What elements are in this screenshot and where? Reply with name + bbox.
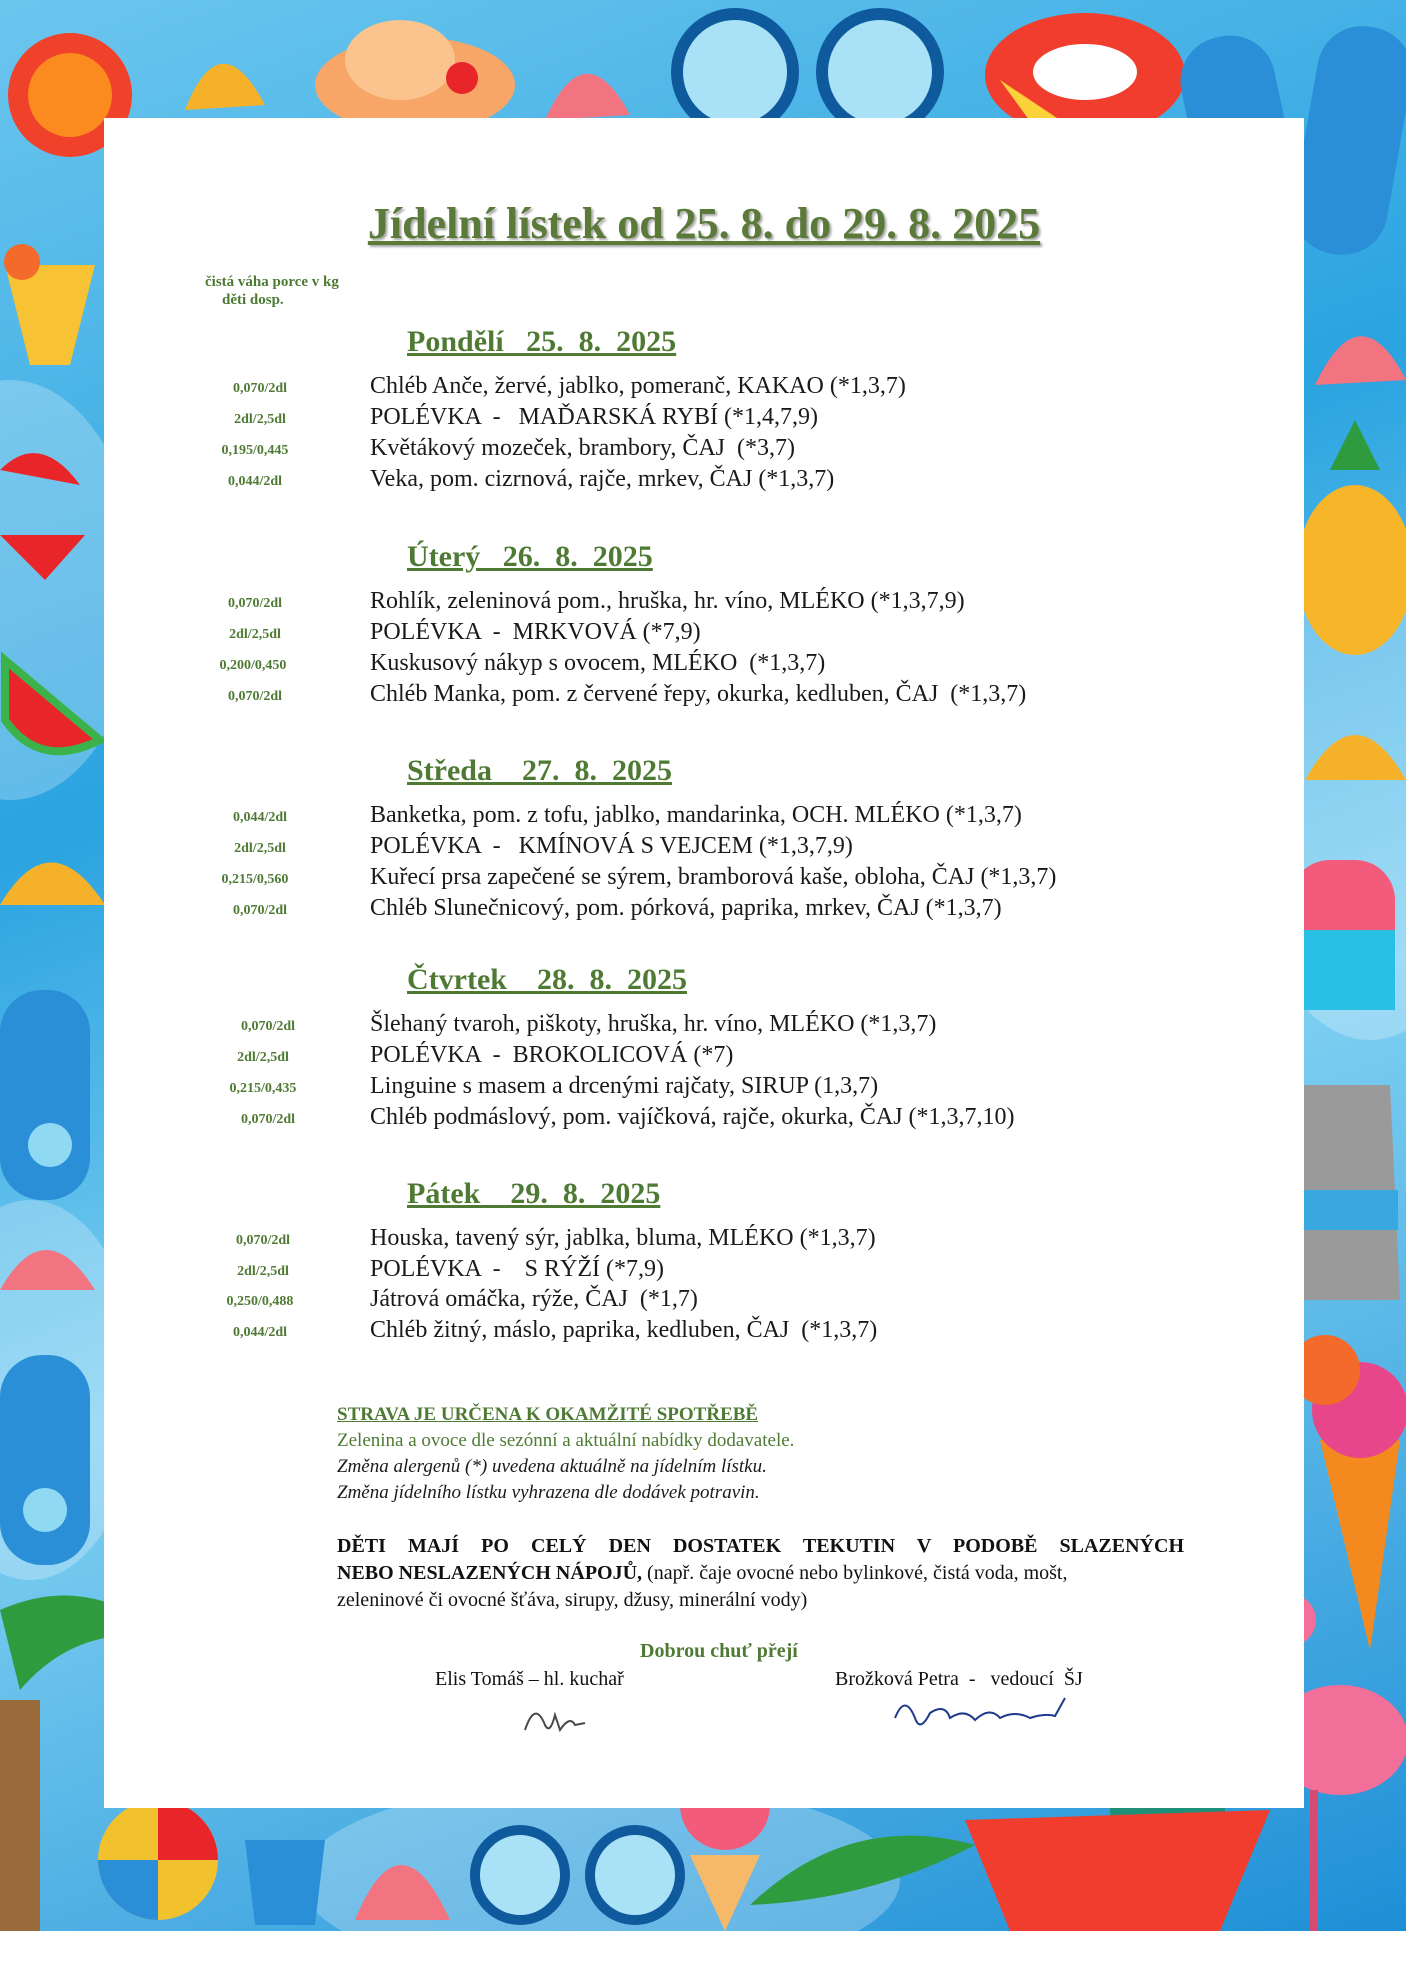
portion-weight: 0,215/0,435 (229, 1081, 297, 1096)
note-consume-immediately: STRAVA JE URČENA K OKAMŽITÉ SPOTŘEBĚ (337, 1404, 759, 1425)
dish-text: Banketka, pom. z tofu, jablko, mandarinka, OCH. MLÉKO (*1,3,7) (370, 802, 1022, 828)
portion-weight: 0,200/0,450 (219, 658, 287, 673)
shell-icon (185, 64, 265, 110)
dish-text: Veka, pom. cizrnová, rajče, mrkev, ČAJ (*1,3,7) (370, 466, 835, 492)
menu-row (0, 373, 1406, 404)
drinks-line-1: DĚTI MAJÍ PO CELÝ DEN DOSTATEK TEKUTIN V PODOBĚ SLAZENÝCH (337, 1535, 1184, 1557)
dish-text: POLÉVKA - MAĎARSKÁ RYBÍ (*1,4,7,9) (370, 404, 819, 430)
note-allergens: Změna alergenů (*) uvedena aktuálně na jídelním lístku. (337, 1456, 767, 1477)
dish-text: Kuřecí prsa zapečené se sýrem, bramborová kaše, obloha, ČAJ (*1,3,7) (370, 864, 1057, 890)
sand-bucket-icon (245, 1840, 325, 1925)
flip-flop-icon (0, 1355, 90, 1565)
menu-row (0, 1073, 1406, 1104)
menu-row (0, 466, 1406, 497)
menu-row (0, 1286, 1406, 1317)
portion-weight: 0,215/0,560 (221, 872, 289, 887)
menu-row (0, 1042, 1406, 1073)
menu-row (0, 435, 1406, 466)
menu-row (0, 1317, 1406, 1348)
palm-leaf-icon (750, 1836, 975, 1905)
portion-weight: 0,044/2dl (232, 810, 288, 825)
portion-weight: 0,070/2dl (240, 1019, 296, 1034)
page-title: Jídelní lístek od 25. 8. do 29. 8. 2025 (367, 199, 1041, 248)
portion-weight: 0,070/2dl (232, 381, 288, 396)
dish-text: Šlehaný tvaroh, piškoty, hruška, hr. víno, MLÉKO (*1,3,7) (370, 1011, 937, 1037)
menu-row (0, 681, 1406, 712)
weight-legend (205, 273, 339, 309)
dish-text: Linguine s masem a drcenými rajčaty, SIRUP (1,3,7) (370, 1073, 879, 1099)
portion-weight: 2dl/2,5dl (234, 412, 286, 427)
shell-icon (545, 74, 630, 120)
day-heading-wednesday: Středa 27. 8. 2025 (407, 754, 672, 787)
dish-text: Chléb Anče, žervé, jablko, pomeranč, KAKAO (*1,3,7) (370, 373, 906, 399)
day-heading-tuesday: Úterý 26. 8. 2025 (407, 540, 653, 573)
menu-row (0, 404, 1406, 435)
note-menu-changes: Změna jídelního lístku vyhrazena dle dodávek potravin. (337, 1482, 760, 1503)
portion-weight: 0,044/2dl (232, 1325, 288, 1340)
dish-text: Kuskusový nákyp s ovocem, MLÉKO (*1,3,7) (370, 650, 826, 676)
menu-row (0, 864, 1406, 895)
drinks-line-2-bold: NEBO NESLAZENÝCH NÁPOJŮ, (337, 1562, 643, 1584)
shell-icon (355, 1865, 450, 1920)
manager-signature (890, 1688, 1080, 1738)
manager-name: Brožková Petra - vedoucí ŠJ (835, 1668, 1083, 1690)
menu-row (0, 1256, 1406, 1287)
dish-text: Chléb Slunečnicový, pom. pórková, paprika, mrkev, ČAJ (*1,3,7) (370, 895, 1002, 921)
dish-text: Játrová omáčka, rýže, ČAJ (*1,7) (370, 1286, 698, 1312)
sunglasses-icon (475, 1830, 680, 1920)
sunglasses-icon (677, 14, 938, 130)
menu-row (0, 588, 1406, 619)
menu-row (0, 1011, 1406, 1042)
dish-text: POLÉVKA - BROKOLICOVÁ (*7) (370, 1042, 734, 1068)
dish-text: POLÉVKA - KMÍNOVÁ S VEJCEM (*1,3,7,9) (370, 833, 853, 859)
cook-signature (515, 1695, 595, 1740)
cook-name: Elis Tomáš – hl. kuchař (435, 1668, 624, 1690)
day-heading-thursday: Čtvrtek 28. 8. 2025 (407, 963, 687, 996)
portion-weight: 0,044/2dl (227, 474, 283, 489)
dish-text: Chléb žitný, máslo, paprika, kedluben, ČAJ (*1,3,7) (370, 1317, 878, 1343)
portion-weight: 0,070/2dl (227, 596, 283, 611)
portion-weight: 0,195/0,445 (221, 443, 289, 458)
weight-legend-columns: děti dosp. (222, 292, 284, 308)
menu-row (0, 833, 1406, 864)
sun-hat-icon (315, 20, 515, 133)
note-seasonal-supply: Zelenina a ovoce dle sezónní a aktuální nabídky dodavatele. (337, 1430, 795, 1451)
menu-row (0, 895, 1406, 926)
drinks-line-2 (337, 1560, 1184, 1587)
greeting: Dobrou chuť přejí (640, 1640, 798, 1662)
dish-text: Chléb Manka, pom. z červené řepy, okurka, kedluben, ČAJ (*1,3,7) (370, 681, 1027, 707)
menu-row (0, 1104, 1406, 1135)
drinks-line-2-rest: (např. čaje ovocné nebo bylinkové, čistá voda, mošt, (642, 1562, 1068, 1584)
dish-text: POLÉVKA - MRKVOVÁ (*7,9) (370, 619, 701, 645)
dish-text: Rohlík, zeleninová pom., hruška, hr. víno, MLÉKO (*1,3,7,9) (370, 588, 965, 614)
portion-weight: 0,070/2dl (232, 903, 288, 918)
dish-text: Chléb podmáslový, pom. vajíčková, rajče, okurka, ČAJ (*1,3,7,10) (370, 1104, 1015, 1130)
drinks-line-3: zeleninové či ovocné šťáva, sirupy, džusy, minerální vody) (337, 1589, 808, 1611)
menu-row (0, 802, 1406, 833)
portion-weight: 0,250/0,488 (226, 1294, 294, 1309)
shell-icon (1305, 735, 1406, 780)
weight-legend-caption: čistá váha porce v kg (205, 274, 339, 290)
cocktail-icon (4, 244, 95, 365)
portion-weight: 0,070/2dl (235, 1233, 291, 1248)
dish-text: Houska, tavený sýr, jablka, bluma, MLÉKO (*1,3,7) (370, 1225, 876, 1251)
menu-row (0, 1225, 1406, 1256)
drinks-notice (337, 1533, 1184, 1614)
menu-row (0, 619, 1406, 650)
portion-weight: 0,070/2dl (240, 1112, 296, 1127)
menu-row (0, 650, 1406, 681)
portion-weight: 2dl/2,5dl (234, 841, 286, 856)
beach-ball-icon (98, 1800, 218, 1920)
portion-weight: 2dl/2,5dl (229, 627, 281, 642)
portion-weight: 2dl/2,5dl (237, 1264, 289, 1279)
portion-weight: 0,070/2dl (227, 689, 283, 704)
dish-text: POLÉVKA - S RÝŽÍ (*7,9) (370, 1256, 664, 1282)
day-heading-friday: Pátek 29. 8. 2025 (407, 1177, 661, 1210)
dish-text: Květákový mozeček, brambory, ČAJ (*3,7) (370, 435, 795, 461)
day-heading-monday: Pondělí 25. 8. 2025 (407, 325, 677, 358)
portion-weight: 2dl/2,5dl (237, 1050, 289, 1065)
